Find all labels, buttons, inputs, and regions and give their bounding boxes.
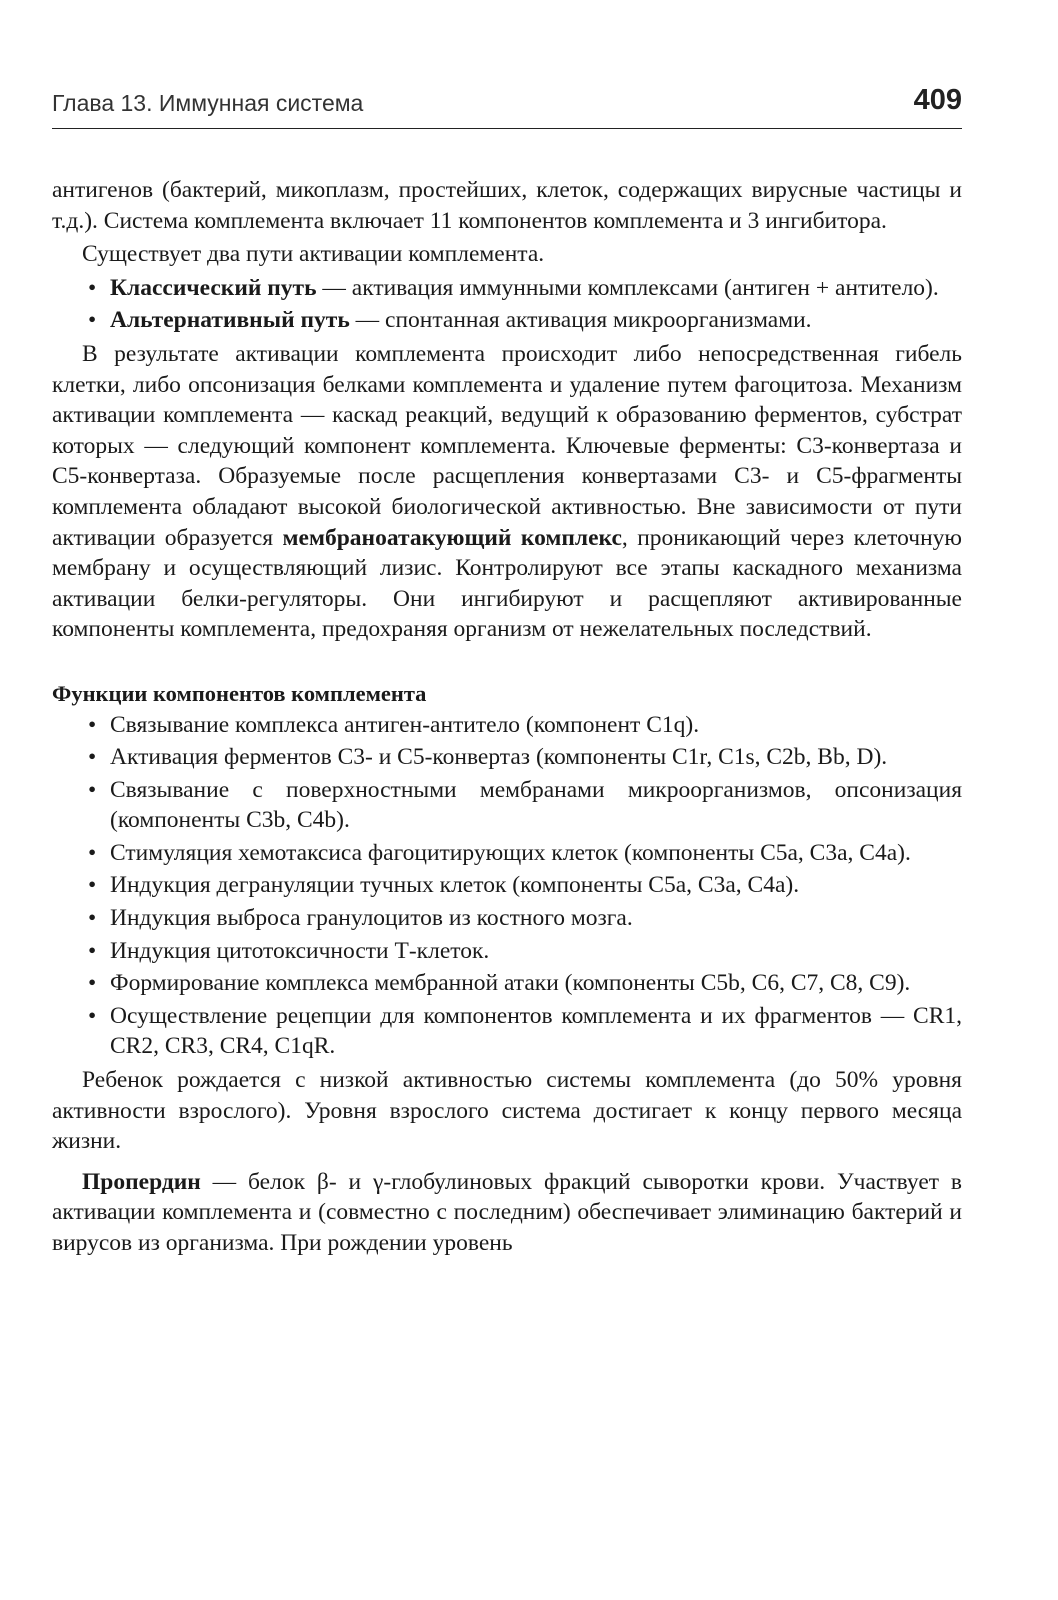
bullet-icon: • (88, 776, 97, 803)
section-heading: Функции компонентов комплемента (52, 680, 427, 706)
list-item (52, 775, 962, 836)
bullet-icon: • (88, 970, 97, 997)
text-span: — белок β- и γ-глобулиновых фракций сыворотки крови. Участвует в активации комплемента и (совместно с последним) обеспечивает элиминацию бактерий и вирусов из организма. При рождении уровень (52, 1168, 962, 1256)
list-item-text: Формирование комплекса мембранной атаки (компоненты С5b, С6, С7, С8, С9). (110, 970, 911, 997)
pathway-term: Альтернативный путь (110, 307, 350, 334)
pathway-term: Классический путь (110, 274, 317, 301)
running-header (52, 82, 962, 129)
list-item (52, 870, 962, 901)
bullet-icon: • (88, 839, 97, 866)
bullet-icon: • (88, 872, 97, 899)
list-item-text: Индукция дегрануляции тучных клеток (компоненты С5а, С3а, С4а). (110, 872, 800, 899)
list-item-text: Стимуляция хемотаксиса фагоцитирующих клеток (компоненты С5а, С3а, С4а). (110, 839, 911, 866)
list-item (52, 838, 962, 869)
list-item-text: Индукция выброса гранулоцитов из костного мозга. (110, 905, 633, 932)
list-item (52, 968, 962, 999)
list-item-text: Индукция цитотоксичности Т-клеток. (110, 937, 490, 964)
list-item (52, 936, 962, 967)
bullet-icon: • (88, 744, 97, 771)
functions-list (52, 710, 962, 1063)
bold-term: Пропердин (82, 1168, 201, 1195)
bold-term: мембраноатакующий комплекс (282, 524, 622, 551)
bullet-icon: • (88, 711, 97, 738)
paragraph-antigens: антигенов (бактерий, микоплазм, простейших, клеток, содержащих вирусные частицы и т.д.). Система комплемента включает 11 компонентов комплемента и 3 ингибитора. (52, 177, 962, 234)
pathway-description: — активация иммунными комплексами (антиген + антитело). (316, 274, 939, 301)
paragraph-properdin (52, 1167, 962, 1259)
body-text (52, 175, 962, 1259)
list-item-text: Осуществление рецепции для компонентов комплемента и их фрагментов — CR1, CR2, CR3, CR4, С1qR. (110, 1002, 962, 1060)
list-item (52, 742, 962, 773)
text-span: , проникающий через клеточную мембрану и осуществляющий лизис. Контролируют все этапы каскадного механизма активации белки-регуляторы. Они ингибируют и расщепляют активированные компоненты комплемента, предохраняя организм от нежелательных последствий. (52, 524, 962, 643)
page-number: 409 (913, 84, 962, 116)
list-item (52, 273, 962, 304)
bullet-icon: • (88, 937, 97, 964)
paragraph-newborn: Ребенок рождается с низкой активностью системы комплемента (до 50% уровня активности взрослого). Уровня взрослого система достигает к концу первого месяца жизни. (52, 1067, 962, 1155)
list-item (52, 903, 962, 934)
bullet-icon: • (88, 274, 97, 301)
book-page (52, 0, 962, 1600)
bullet-icon: • (88, 1002, 97, 1029)
list-item (52, 305, 962, 336)
list-item-text: Связывание комплекса антиген-антитело (компонент С1q). (110, 711, 700, 738)
text-span: В результате активации комплемента происходит либо непосредственная гибель клетки, либо опсонизация белками комплемента и удаление путем фагоцитоза. Механизм активации комплемента — каскад реакций, ведущий к образованию ферментов, субстрат которых — следующий компонент комплемента. Ключевые ферменты: С3-конвертаза и С5-конвертаза. Образуемые после расщепления конвертазами С3- и С5-фрагменты комплемента обладают высокой биологической активностью. Вне зависимости от пути активации образуется (52, 340, 962, 551)
list-item-text: Активация ферментов С3- и С5-конвертаз (компоненты С1r, С1s, С2b, Bb, D). (110, 744, 888, 771)
list-item (52, 1001, 962, 1062)
bullet-icon: • (88, 905, 97, 932)
paragraph-activation-result (52, 339, 962, 645)
list-item-text: Связывание с поверхностными мембранами микроорганизмов, опсонизация (компоненты С3b, С4b). (110, 776, 962, 834)
list-item (52, 710, 962, 741)
chapter-title: Глава 13. Иммунная система (52, 90, 364, 116)
bullet-icon: • (88, 307, 97, 334)
paragraph-pathways-intro: Существует два пути активации комплемента. (82, 241, 545, 268)
pathway-description: — спонтанная активация микроорганизмами. (349, 307, 812, 334)
pathways-list (52, 273, 962, 336)
